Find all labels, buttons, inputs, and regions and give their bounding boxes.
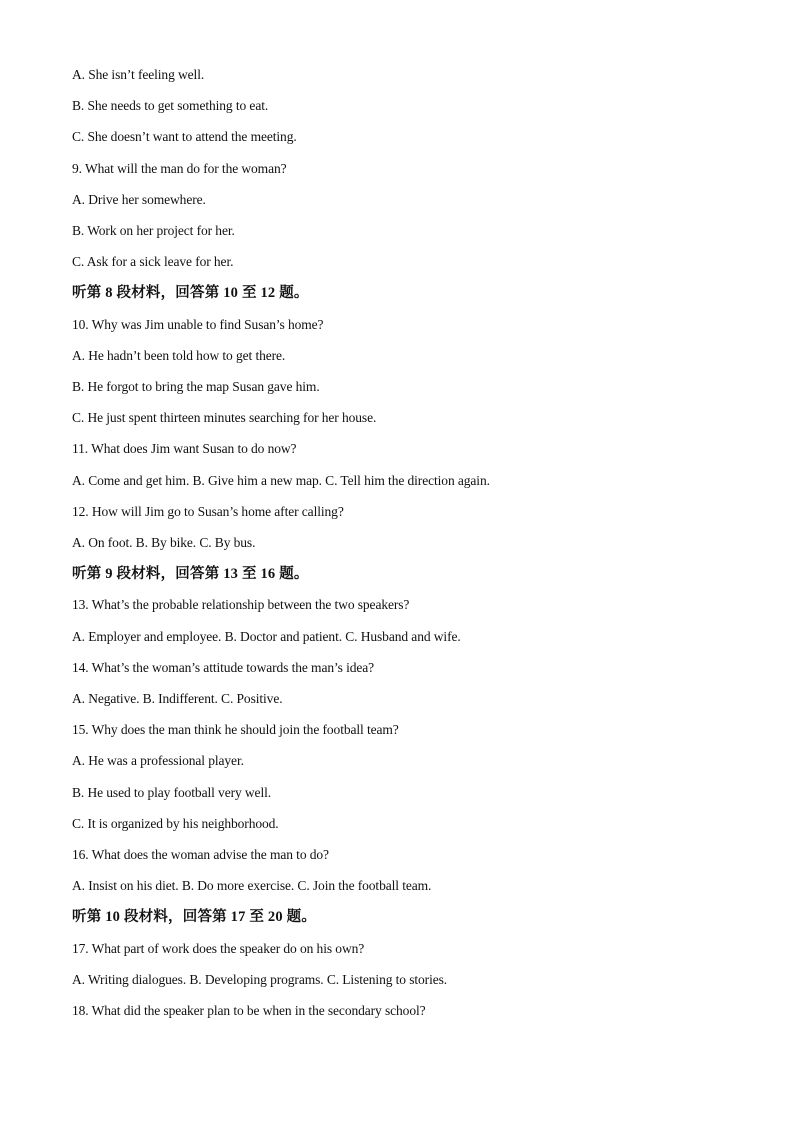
question-text: 14. What’s the woman’s attitude towards the man’s idea? — [72, 659, 375, 675]
section-heading: 听第 8 段材料，回答第 10 至 12 题。 — [72, 285, 309, 302]
answer-option: B. He used to play football very well. — [72, 784, 272, 800]
question-text: 18. What did the speaker plan to be when in the secondary school? — [72, 1003, 426, 1018]
answer-option: A. On foot. B. By bike. C. By bus. — [72, 535, 256, 550]
answer-option: A. Writing dialogues. B. Developing programs. C. Listening to stories. — [72, 971, 448, 987]
answer-option: B. Work on her project for her. — [72, 223, 235, 238]
answer-option: A. She isn’t feeling well. — [72, 67, 205, 82]
answer-option: A. He hadn’t been told how to get there. — [72, 347, 286, 363]
question-text: 13. What’s the probable relationship between the two speakers? — [72, 597, 410, 613]
question-text: 15. Why does the man think he should join the football team? — [72, 722, 399, 738]
question-text: 9. What will the man do for the woman? — [72, 160, 287, 176]
answer-option: C. She doesn’t want to attend the meeting. — [72, 129, 297, 145]
question-text: 17. What part of work does the speaker do on his own? — [72, 940, 365, 956]
question-text: 12. How will Jim go to Susan’s home after calling? — [72, 503, 344, 519]
answer-option: C. He just spent thirteen minutes searching for her house. — [72, 410, 377, 426]
section-heading: 听第 9 段材料，回答第 13 至 16 题。 — [72, 566, 309, 583]
question-text: 11. What does Jim want Susan to do now? — [72, 441, 297, 457]
answer-option: B. He forgot to bring the map Susan gave him. — [72, 379, 320, 394]
question-text: 10. Why was Jim unable to find Susan’s home? — [72, 316, 324, 332]
answer-option: A. Negative. B. Indifferent. C. Positive. — [72, 691, 283, 706]
answer-option: A. Employer and employee. B. Doctor and patient. C. Husband and wife. — [72, 628, 461, 644]
answer-option: C. Ask for a sick leave for her. — [72, 254, 234, 270]
answer-option: A. Drive her somewhere. — [72, 191, 206, 207]
answer-option: A. He was a professional player. — [72, 753, 244, 769]
answer-option: A. Come and get him. B. Give him a new map. C. Tell him the direction again. — [72, 472, 490, 488]
answer-option: B. She needs to get something to eat. — [72, 98, 269, 114]
answer-option: A. Insist on his diet. B. Do more exercise. C. Join the football team. — [72, 878, 432, 894]
question-text: 16. What does the woman advise the man to do? — [72, 847, 329, 862]
section-heading: 听第 10 段材料，回答第 17 至 20 题。 — [72, 909, 317, 926]
answer-option: C. It is organized by his neighborhood. — [72, 815, 279, 831]
